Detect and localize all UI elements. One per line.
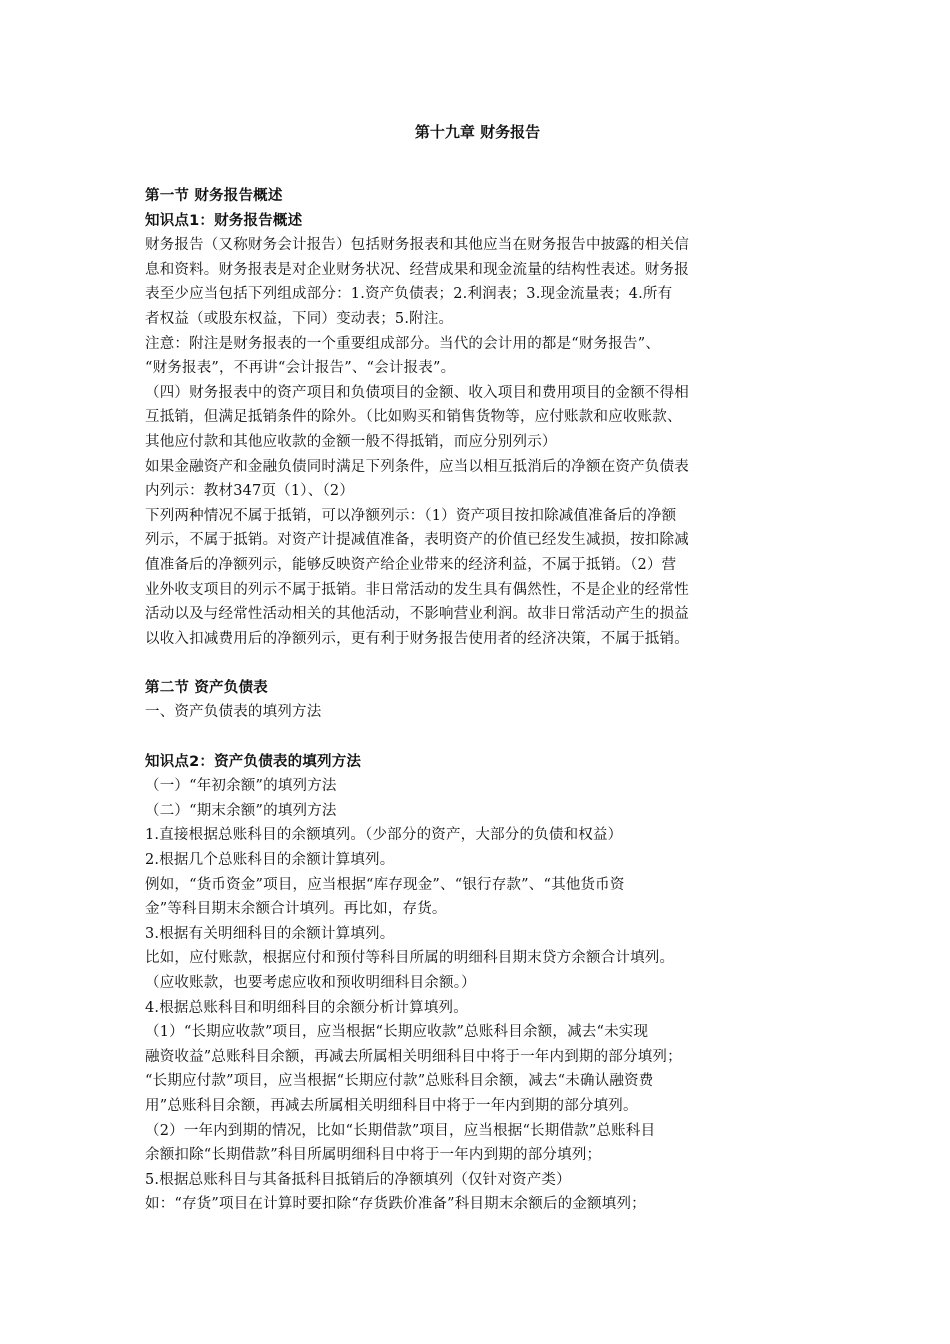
text-line: 5.根据总账科目与其备抵科目抵销后的净额填列（仅针对资产类）	[145, 1171, 571, 1188]
text-line: 互抵销，但满足抵销条件的除外。（比如购买和销售货物等，应付账款和应收账款、	[145, 409, 682, 426]
text-line: 融资收益”总账科目余额，再减去所属相关明细科目中将于一年内到期的部分填列；	[145, 1048, 682, 1065]
text-line: （2）一年内到期的情况，比如“长期借款”项目，应当根据“长期借款”总账科目	[145, 1122, 656, 1139]
text-line: 下列两种情况不属于抵销，可以净额列示：（1）资产项目按扣除减值准备后的净额	[145, 507, 677, 524]
text-line: 业外收支项目的列示不属于抵销。非日常活动的发生具有偶然性，不是企业的经常性	[145, 581, 689, 598]
spacer	[145, 651, 810, 676]
text-line: 比如，应付账款，根据应付和预付等科目所属的明细科目期末贷方余额合计填列。	[145, 950, 675, 967]
text-line: 财务报告（又称财务会计报告）包括财务报表和其他应当在财务报告中披露的相关信	[145, 237, 689, 254]
text-line: 息和资料。财务报表是对企业财务状况、经营成果和现金流量的结构性表述。财务报	[145, 261, 689, 278]
document-page	[145, 120, 810, 1217]
text-line: （一）“年初余额”的填列方法	[145, 778, 337, 795]
section-2-body	[145, 774, 810, 1217]
text-line: 用”总账科目余额，再减去所属相关明细科目中将于一年内到期的部分填列。	[145, 1097, 638, 1114]
text-line: （应收账款，也要考虑应收和预收明细科目余额。）	[145, 975, 476, 991]
text-line: “财务报表”，不再讲“会计报告”、“会计报表”。	[145, 360, 456, 377]
text-line: 例如，“货币资金”项目，应当根据“库存现金”、“银行存款”、“其他货币资	[145, 876, 625, 893]
text-line: 值准备后的净额列示，能够反映资产给企业带来的经济利益，不属于抵销。（2）营	[145, 556, 677, 573]
text-line: 以收入扣减费用后的净额列示，更有利于财务报告使用者的经济决策，不属于抵销。	[145, 630, 689, 647]
text-line: 1.直接根据总账科目的余额填列。（少部分的资产，大部分的负债和权益）	[145, 827, 623, 844]
spacer	[145, 725, 810, 750]
knowledge-point-2-title: 知识点2：资产负债表的填列方法	[145, 753, 362, 770]
text-line: 如：“存货”项目在计算时要扣除“存货跌价准备”科目期末余额后的金额填列；	[145, 1196, 646, 1213]
text-line: 金”等科目期末余额合计填列。再比如，存货。	[145, 901, 447, 918]
text-line: 余额扣除“长期借款”科目所属明细科目中将于一年内到期的部分填列；	[145, 1147, 602, 1164]
section-2	[145, 676, 810, 1217]
text-line: 4.根据总账科目和明细科目的余额分析计算填列。	[145, 999, 468, 1016]
text-line: （四）财务报表中的资产项目和负债项目的金额、收入项目和费用项目的金额不得相	[145, 384, 689, 401]
text-line: 者权益（或股东权益，下同）变动表；5.附注。	[145, 310, 454, 327]
section-1-body	[145, 233, 810, 651]
text-line: 列示，不属于抵销。对资产计提减值准备，表明资产的价值已经发生减损，按扣除减	[145, 532, 689, 549]
section-2-heading: 第二节 资产负债表	[145, 679, 268, 696]
section-1-heading: 第一节 财务报告概述	[145, 188, 283, 204]
text-line: 表至少应当包括下列组成部分：1.资产负债表；2.利润表；3.现金流量表；4.所有	[145, 286, 673, 303]
text-line: 注意：附注是财务报表的一个重要组成部分。当代的会计用的都是“财务报告”、	[145, 335, 661, 352]
text-line: （二）“期末余额”的填列方法	[145, 802, 337, 819]
text-line: 其他应付款和其他应收款的金额一般不得抵销，而应分别列示）	[145, 433, 557, 450]
text-line: 内列示：教材347页（1）、（2）	[145, 483, 355, 500]
section-1	[145, 184, 810, 651]
knowledge-point-1-title: 知识点1：财务报告概述	[145, 212, 303, 229]
text-line: 活动以及与经常性活动相关的其他活动，不影响营业利润。故非日常活动产生的损益	[145, 606, 689, 623]
text-line: “长期应付款”项目，应当根据“长期应付款”总账科目余额，减去“未确认融资费	[145, 1073, 654, 1090]
text-line: （1）“长期应收款”项目，应当根据“长期应收款”总账科目余额，减去“未实现	[145, 1024, 649, 1041]
text-line: 3.根据有关明细科目的余额计算填列。	[145, 925, 395, 942]
chapter-title: 第十九章 财务报告	[414, 123, 541, 141]
section-2-subheading: 一、资产负债表的填列方法	[145, 704, 322, 721]
text-line: 如果金融资产和金融负债同时满足下列条件，应当以相互抵消后的净额在资产负债表	[145, 458, 689, 475]
text-line: 2.根据几个总账科目的余额计算填列。	[145, 852, 395, 869]
